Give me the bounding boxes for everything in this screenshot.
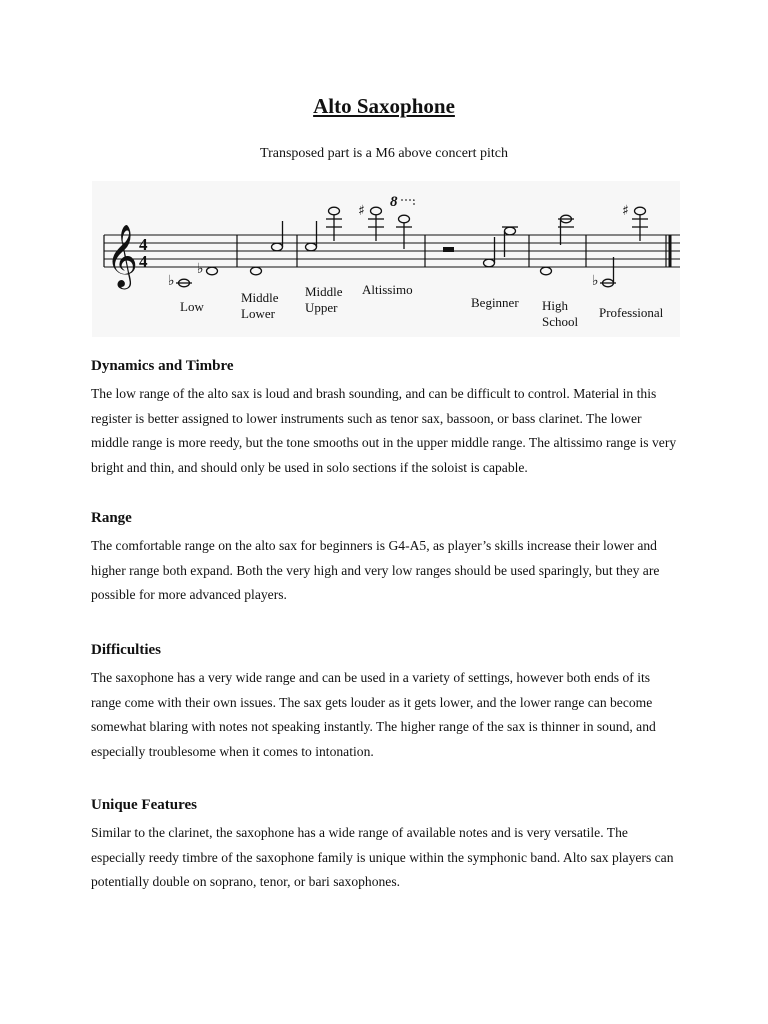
label-professional: Professional (599, 305, 664, 320)
section-heading: Difficulties (91, 642, 161, 658)
ottava-mark: 8 (390, 194, 398, 210)
section-unique-features (91, 795, 681, 895)
section-difficulties (91, 640, 681, 764)
svg-text:♯: ♯ (622, 203, 629, 219)
section-body: Similar to the clarinet, the saxophone has a wide range of available notes and is very versatile. The especially reedy timbre of the saxophone family is unique within the symphonic band. Alto sax players can potentially double on soprano, tenor, or bari saxophones. (91, 825, 674, 890)
section-heading: Unique Features (91, 797, 197, 813)
page-subtitle: Transposed part is a M6 above concert pitch (260, 146, 508, 161)
section-body: The comfortable range on the alto sax for beginners is G4-A5, as player’s skills increase their lower and higher range both expand. Both the very high and very low ranges should be used sparingly, but they are possible for more advanced players. (91, 538, 660, 603)
svg-text:♭: ♭ (168, 273, 175, 289)
treble-clef-icon: 𝄞 (106, 224, 138, 287)
svg-text:♯: ♯ (358, 203, 365, 219)
notes (168, 203, 648, 289)
section-range (91, 508, 681, 608)
ottava-bracket-icon (401, 200, 414, 206)
label-high-school: High School (542, 298, 579, 329)
section-dynamics-timbre (91, 356, 681, 480)
label-middle-upper: Middle Upper (305, 284, 343, 315)
svg-text:♭: ♭ (197, 261, 204, 277)
page-title: Alto Saxophone (313, 94, 455, 118)
whole-rest-icon (443, 247, 454, 252)
staff-lines (104, 235, 680, 267)
time-signature-bottom: 4 (139, 252, 148, 271)
svg-text:♭: ♭ (592, 273, 599, 289)
label-altissimo: Altissimo (362, 282, 413, 297)
label-middle-lower: Middle Lower (241, 290, 279, 321)
section-body: The low range of the alto sax is loud and brash sounding, and can be difficult to control. Material in this register is better assigned to lower instruments such as tenor sax, bassoon, or bass clarinet. The lower middle range is more reedy, but the tone smooths out in the upper middle range. The altissimo range is very bright and thin, and should only be used in solo sections if the soloist is capable. (91, 386, 677, 475)
label-low: Low (180, 299, 204, 314)
range-notation-figure (92, 181, 680, 337)
label-beginner: Beginner (471, 295, 519, 310)
section-heading: Dynamics and Timbre (91, 358, 234, 374)
section-body: The saxophone has a very wide range and can be used in a variety of settings, however both ends of its range come with their own issues. The sax gets louder as it gets lower, and the lower range can become somewhat blaring with notes not speaking instantly. The higher range of the sax is thinner in sound, and especially troublesome when it comes to intonation. (91, 670, 656, 759)
section-heading: Range (91, 510, 132, 526)
time-signature-top: 4 (139, 235, 148, 254)
